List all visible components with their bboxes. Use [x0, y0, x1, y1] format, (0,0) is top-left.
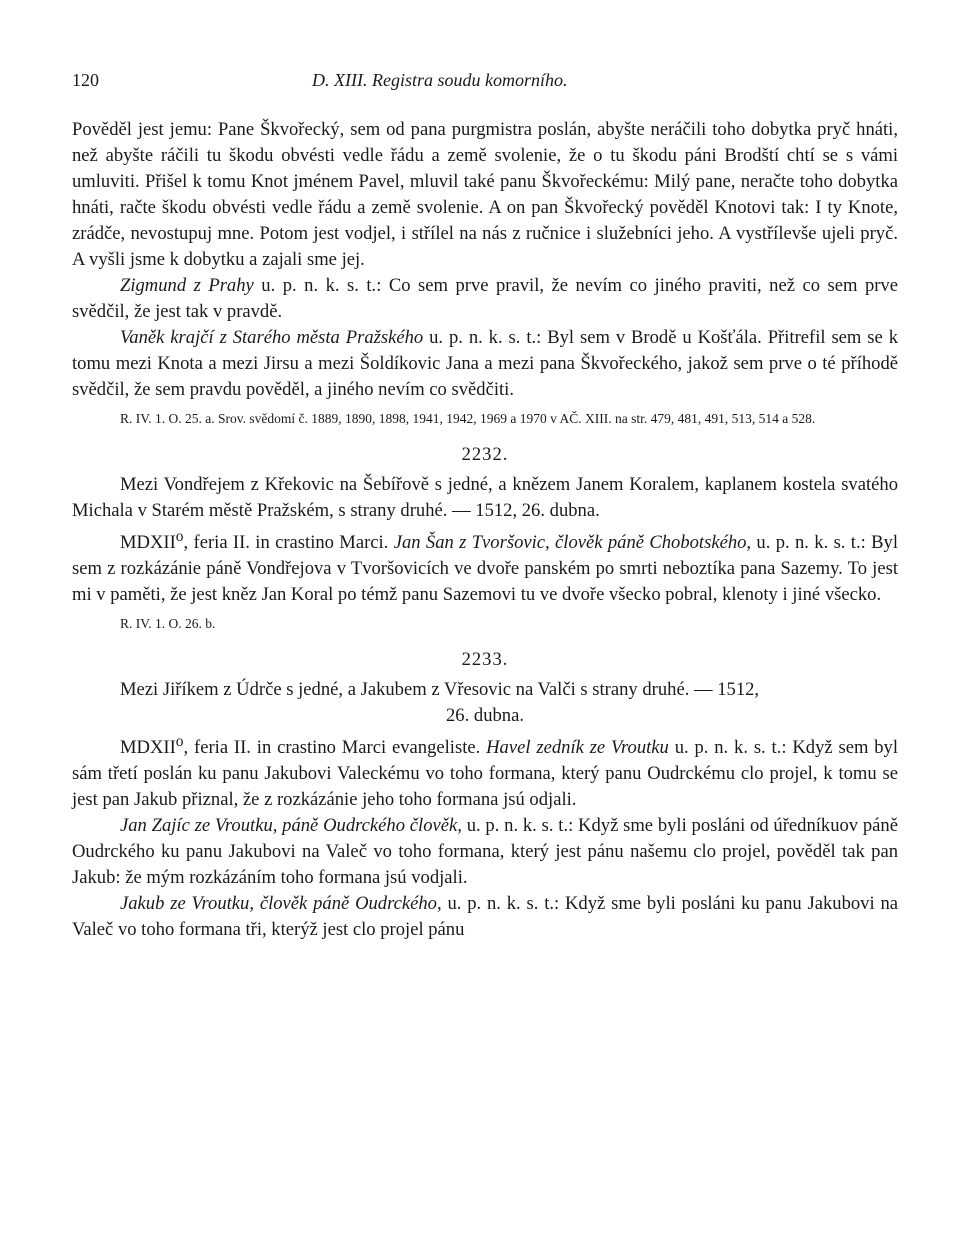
testimony-paragraph: Pověděl jest jemu: Pane Škvořecký, sem od pana purgmistra poslán, abyšte neráčili toho dobytka pryč hnáti, než abyšte ráčili tu škodu obvésti vedle řádu a země svolenie, že o tu škodu páni Brodští chtí se s vámi umluviti. Přišel k tomu Knot jménem Pavel, mluvil také panu Škvořeckému: Milý pane, neračte toho dobytka hnáti, račte škodu obvésti vedle řádu a země svolenie. A on pan Škvořecký pověděl Knotovi tak: I ty Knote, zrádče, nevostupuj mne. Potom jest vodjel, i střílel na nás z ručnice i služebníci jeho. A vystřílevše ujeli pryč. A vyšli jsme k dobytku a zajali sme jej. — [72, 119, 898, 270]
testimony-text: u. p. n. k. s. t.: Co sem prve pravil, že nevím co jiného praviti, než co sem prve svědčil, že jest tak v pravdě. — [72, 275, 898, 322]
record-date: MDXII — [120, 737, 176, 759]
regest-line: Mezi Jiříkem z Údrče s jedné, a Jakubem z Vřesovic na Valči s strany druhé. — 1512, — [120, 679, 760, 701]
witness-name: Jakub ze Vroutku, člověk páně Oudrckého, — [120, 893, 442, 915]
running-title: D. XIII. Registra soudu komorního. — [312, 70, 568, 90]
entry-record — [72, 524, 898, 608]
record-date-superscript: o — [175, 733, 184, 751]
record-date: MDXII — [120, 532, 176, 554]
witness-name: Jan Šan z Tvoršovic, člověk páně Chobotského, — [393, 532, 752, 554]
entry-number: 2232. — [461, 444, 509, 465]
regest-date-line: 26. dubna. — [446, 705, 524, 727]
entry-regest: Mezi Vondřejem z Křekovic na Šebířově s jedné, a knězem Janem Koralem, kaplanem kostela svatého Michala v Starém městě Pražském, s strany druhé. — 1512, 26. dubna. — [72, 474, 898, 521]
page-number: 120 — [72, 70, 99, 90]
witness-name: Jan Zajíc ze Vroutku, páně Oudrckého člověk, — [120, 815, 462, 837]
testimony-text: u. p. n. k. s. t.: Když sem byl sám třetí poslán ku panu Jakubovi Valeckému vo toho formana, který panu Oudrckému clo projel, k tomu se jest pan Jakub přiznal, že z rozkázánie jeho toho formana jsú odjali. — [72, 737, 899, 811]
testimony-text: u. p. n. k. s. t.: Když sme byli posláni od úředníkuov páně Oudrckého ku panu Jakubovi na Valeč vo toho formana, který jest pánu našemu clo projel, pověděl tak pan Jakub: že mým rozkázáním toho formana jsú vodjali. — [72, 815, 898, 889]
entry-regest — [72, 677, 898, 703]
entry-number: 2233. — [461, 649, 509, 671]
main-text — [72, 117, 898, 943]
witness-name: Vaněk krajčí z Starého města Pražského — [120, 327, 424, 348]
source-note: R. IV. 1. O. 26. b. — [120, 616, 216, 632]
testimony-paragraph — [72, 813, 898, 891]
record-date-superscript: o — [175, 528, 184, 545]
testimony-text: u. p. n. k. s. t.: Když sme byli posláni ku panu Jakubovi na Valeč vo toho formana tři, kterýž jest clo projel pánu — [72, 893, 899, 941]
testimony-text: u. p. n. k. s. t.: Byl sem v Brodě u Košťála. Přitrefil sem se k tomu mezi Knota a mezi Jirsu a mezi Šoldíkovic Jana a mezi pana Škvořeckého, jakož sem prve o té příhodě svědčil, že sem pravdu pověděl, a jiného nevím co svědčiti. — [72, 327, 898, 400]
entry-record — [72, 729, 898, 813]
record-date-rest: , feria II. in crastino Marci. — [183, 532, 394, 554]
testimony-paragraph — [72, 891, 898, 943]
witness-name: Havel zedník ze Vroutku — [486, 737, 669, 759]
source-note: R. IV. 1. O. 25. a. Srov. svědomí č. 1889, 1890, 1898, 1941, 1942, 1969 a 1970 v AČ. XIII. na str. 479, 481, 491, 513, 514 a 528. — [120, 411, 816, 426]
testimony-text: u. p. n. k. s. t.: Byl sem z rozkázánie páně Vondřejova v Tvoršovicích ve dvoře panském po smrti neboztíka pana Sazemy. To jest mi v paměti, že jest kněz Jan Koral po témž panu Sazemovi tu ve dvoře všecko pobral, klenoty i jiné všecko. — [72, 532, 898, 606]
record-date-rest: , feria II. in crastino Marci evangeliste. — [183, 737, 487, 759]
testimony-paragraph — [72, 325, 898, 403]
testimony-paragraph — [72, 273, 898, 325]
witness-name: Zigmund z Prahy — [120, 275, 254, 296]
